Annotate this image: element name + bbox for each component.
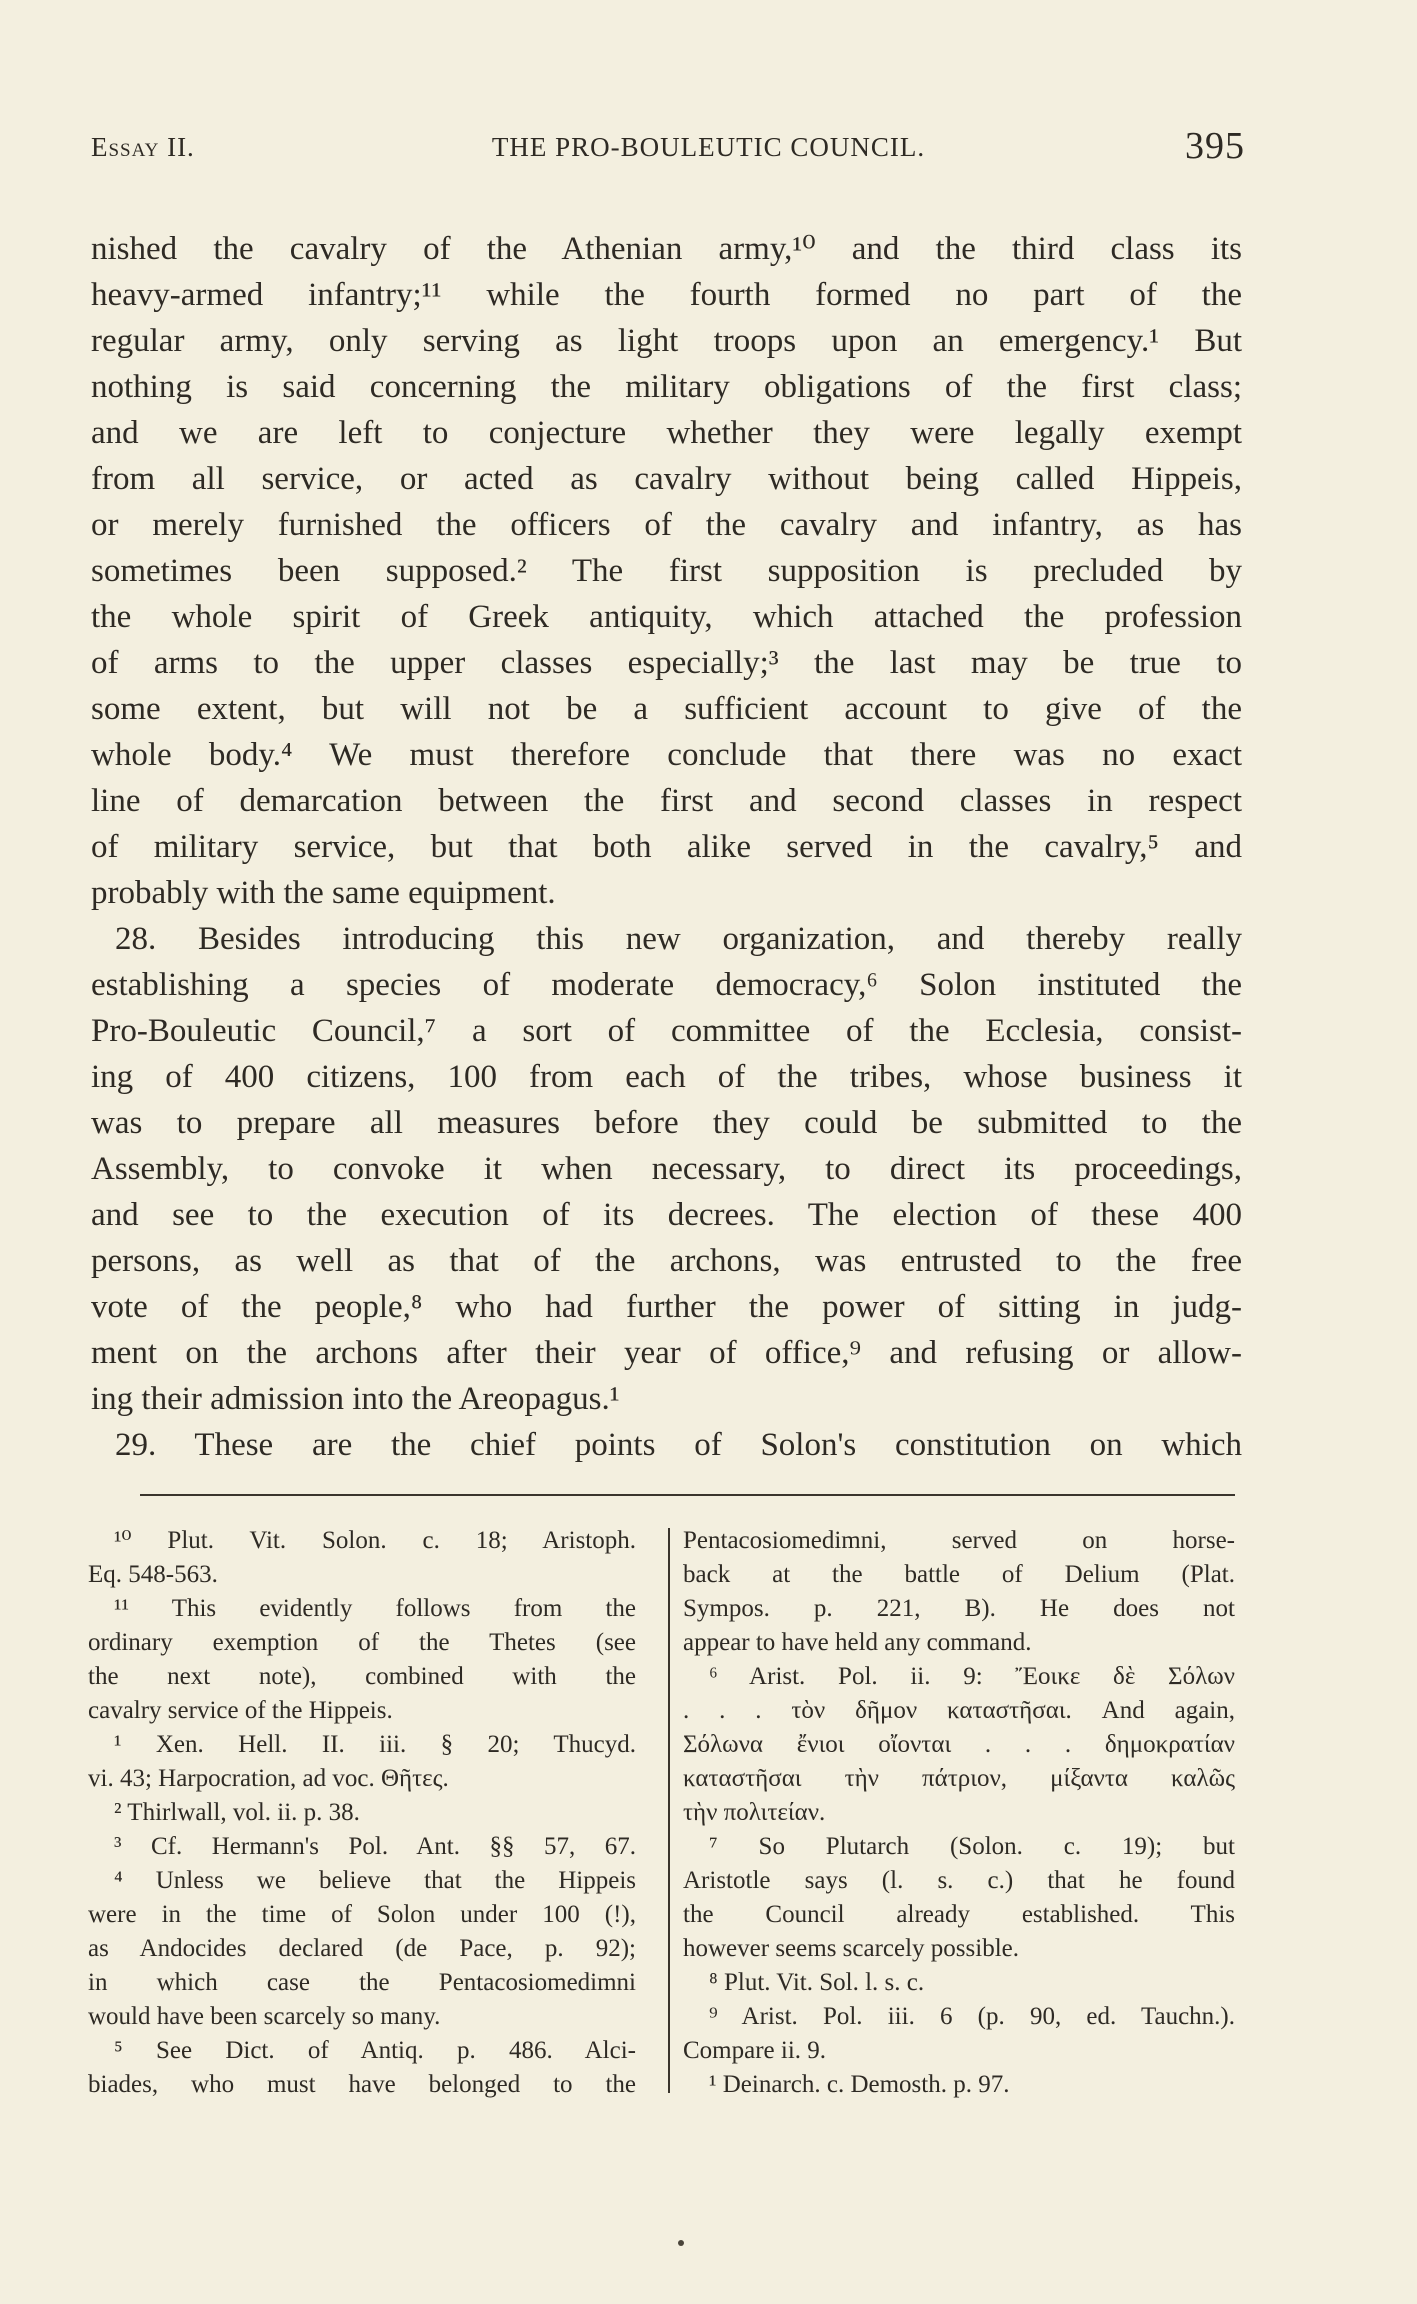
text-line: persons, as well as that of the archons, was entrusted to the free: [91, 1243, 1242, 1279]
footnote-line: ¹ Deinarch. c. Demosth. p. 97.: [709, 2071, 1010, 2098]
footnote-line: ⁸ Plut. Vit. Sol. l. s. c.: [709, 1969, 925, 1996]
running-head-title: THE PRO-BOULEUTIC COUNCIL.: [491, 132, 926, 162]
footnote-line: Sympos. p. 221, B). He does not: [683, 1595, 1235, 1622]
text-line: the whole spirit of Greek antiquity, which attached the profession: [91, 599, 1242, 635]
text-line: 29. These are the chief points of Solon's constitution on which: [115, 1427, 1242, 1463]
text-line: or merely furnished the officers of the cavalry and infantry, as has: [91, 507, 1242, 543]
text-line: ment on the archons after their year of office,⁹ and refusing or allow-: [91, 1335, 1242, 1371]
text-line: heavy-armed infantry;¹¹ while the fourth formed no part of the: [91, 277, 1242, 313]
footnote-line: back at the battle of Delium (Plat.: [683, 1561, 1235, 1588]
footnote-line: Compare ii. 9.: [683, 2037, 827, 2064]
footnote-rule: [140, 1494, 1235, 1496]
footnote-line: ³ Cf. Hermann's Pol. Ant. §§ 57, 67.: [114, 1833, 636, 1860]
footnote-line: vi. 43; Harpocration, ad voc. Θῆτες.: [88, 1765, 449, 1792]
footnote-line: as Andocides declared (de Pace, p. 92);: [88, 1935, 636, 1962]
footnote-line: in which case the Pentacosiomedimni: [88, 1969, 636, 1996]
footnote-line: however seems scarcely possible.: [683, 1935, 1019, 1962]
running-head-section: Essay II.: [91, 132, 195, 162]
footnote-line: ¹⁰ Plut. Vit. Solon. c. 18; Aristoph.: [114, 1527, 636, 1554]
footnote-line: appear to have held any command.: [683, 1629, 1032, 1656]
text-line: line of demarcation between the first and second classes in respect: [91, 783, 1242, 819]
footnote-line: ordinary exemption of the Thetes (see: [88, 1629, 636, 1656]
footnote-line: ⁴ Unless we believe that the Hippeis: [114, 1867, 636, 1894]
footnote-line: ⁷ So Plutarch (Solon. c. 19); but: [709, 1833, 1235, 1860]
text-line: ing their admission into the Areopagus.¹: [91, 1381, 620, 1417]
footnote-line: Eq. 548-563.: [88, 1561, 218, 1588]
text-line: some extent, but will not be a sufficient account to give of the: [91, 691, 1242, 727]
footnote-line: Σόλωνα ἔνιοι οἴονται . . . δημοκρατίαν: [683, 1731, 1235, 1758]
text-line: nothing is said concerning the military obligations of the first class;: [91, 369, 1242, 405]
footnote-line: the Council already established. This: [683, 1901, 1235, 1928]
footnote-line: ¹¹ This evidently follows from the: [114, 1595, 636, 1622]
footnote-line: were in the time of Solon under 100 (!),: [88, 1901, 636, 1928]
text-line: ing of 400 citizens, 100 from each of the tribes, whose business it: [91, 1059, 1242, 1095]
text-line: was to prepare all measures before they could be submitted to the: [91, 1105, 1242, 1141]
body-text: [91, 226, 1242, 1468]
footnote-line: τὴν πολιτείαν.: [683, 1799, 826, 1826]
footnote-line: ⁹ Arist. Pol. iii. 6 (p. 90, ed. Tauchn.).: [709, 2003, 1235, 2030]
footnote-line: would have been scarcely so many.: [88, 2003, 441, 2030]
footnote-line: biades, who must have belonged to the: [88, 2071, 636, 2098]
text-line: nished the cavalry of the Athenian army,¹⁰ and the third class its: [91, 231, 1242, 267]
footnote-line: ⁵ See Dict. of Antiq. p. 486. Alci-: [114, 2037, 636, 2064]
footnote-line: Pentacosiomedimni, served on horse-: [683, 1527, 1235, 1554]
text-line: vote of the people,⁸ who had further the power of sitting in judg-: [91, 1289, 1242, 1325]
text-line: of military service, but that both alike served in the cavalry,⁵ and: [91, 829, 1242, 865]
footnote-line: ¹ Xen. Hell. II. iii. § 20; Thucyd.: [114, 1731, 636, 1758]
footnote-line: . . . τὸν δῆμον καταστῆσαι. And again,: [683, 1697, 1235, 1724]
footnotes-right-column: [683, 1524, 1235, 2102]
text-line: of arms to the upper classes especially;³ the last may be true to: [91, 645, 1242, 681]
footnote-line: καταστῆσαι τὴν πάτριον, μίξαντα καλῶς: [683, 1765, 1235, 1792]
text-line: probably with the same equipment.: [91, 875, 556, 911]
column-divider: [668, 1528, 670, 2093]
text-line: whole body.⁴ We must therefore conclude that there was no exact: [91, 737, 1242, 773]
page-number: 395: [1185, 125, 1245, 167]
page-mark-dot: [678, 2240, 684, 2246]
text-line: Pro-Bouleutic Council,⁷ a sort of committee of the Ecclesia, consist-: [91, 1013, 1242, 1049]
text-line: 28. Besides introducing this new organization, and thereby really: [115, 921, 1242, 957]
text-line: from all service, or acted as cavalry without being called Hippeis,: [91, 461, 1242, 497]
text-line: and we are left to conjecture whether they were legally exempt: [91, 415, 1242, 451]
text-line: sometimes been supposed.² The first supposition is precluded by: [91, 553, 1242, 589]
footnote-line: cavalry service of the Hippeis.: [88, 1697, 393, 1724]
text-line: Assembly, to convoke it when necessary, to direct its proceedings,: [91, 1151, 1242, 1187]
footnote-line: the next note), combined with the: [88, 1663, 636, 1690]
footnotes-left-column: [88, 1524, 636, 2102]
text-line: establishing a species of moderate democracy,⁶ Solon instituted the: [91, 967, 1242, 1003]
text-line: and see to the execution of its decrees. The election of these 400: [91, 1197, 1242, 1233]
footnote-line: ² Thirlwall, vol. ii. p. 38.: [114, 1799, 360, 1826]
text-line: regular army, only serving as light troops upon an emergency.¹ But: [91, 323, 1242, 359]
footnote-line: Aristotle says (l. s. c.) that he found: [683, 1867, 1235, 1894]
footnote-line: ⁶ Arist. Pol. ii. 9: Ἔοικε δὲ Σόλων: [709, 1663, 1235, 1690]
